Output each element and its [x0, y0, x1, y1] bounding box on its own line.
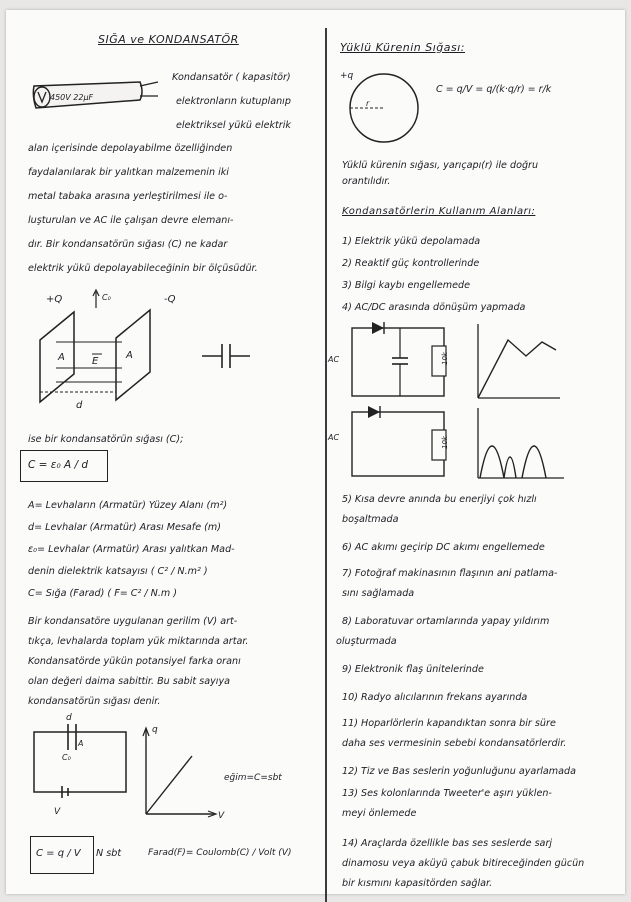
circuit1-r: 10k — [441, 352, 449, 365]
use-4: 4) AC/DC arasında dönüşüm yapmada — [342, 302, 526, 313]
intro-line-8: dır. Bir kondansatörün sığası (C) ne kadar — [28, 239, 228, 250]
use-9: 9) Elektronik flaş ünitelerinde — [342, 664, 484, 675]
charged-sphere-figure — [332, 66, 631, 146]
intro-line-1: Kondansatör ( kapasitör) — [172, 72, 291, 83]
right-title: Yüklü Kürenin Sığası: — [340, 41, 466, 54]
fig1-plate-a1: A — [58, 352, 65, 363]
sphere-r: r — [366, 99, 370, 108]
circuit1-ac: AC — [328, 355, 340, 364]
paragraph2-line-3: Kondansatörde yükün potansiyel farka oranı — [28, 656, 241, 667]
column-divider — [325, 28, 327, 902]
use-11-cont: daha ses vermesinin sebebi kondansatörlerdir. — [342, 738, 567, 749]
fig2-v: V — [54, 807, 61, 817]
left-title: SIĞA ve KONDANSATÖR — [98, 33, 239, 46]
fig2-c0: C₀ — [62, 753, 71, 762]
formula-intro: ise bir kondansatörün sığası (C); — [28, 434, 184, 445]
sphere-charge: +q — [340, 71, 354, 81]
use-7-cont: sını sağlamada — [342, 588, 415, 599]
farad-formula: Farad(F)= Coulomb(C) / Volt (V) — [148, 848, 292, 858]
circuit-graph-figure — [26, 710, 306, 820]
use-12: 12) Tiz ve Bas seslerin yoğunluğunu ayarlamada — [342, 766, 576, 777]
intro-line-2: elektronların kutuplanıp — [176, 96, 291, 107]
intro-line-7: luşturulan ve AC ile çalışan devre elemanı- — [28, 215, 234, 226]
use-8: 8) Laboratuvar ortamlarında yapay yıldırım — [342, 616, 550, 627]
fig1-minus-q: -Q — [164, 294, 176, 305]
sphere-text-2: orantılıdır. — [342, 176, 391, 187]
bottom-formula: C = q / V — [36, 848, 81, 859]
use-5-cont: boşaltmada — [342, 514, 399, 525]
definition-2: d= Levhalar (Armatür) Arası Mesafe (m) — [28, 522, 221, 533]
capacitor-label: 450V 22µF — [50, 93, 94, 102]
fig2-d: d — [66, 713, 72, 723]
use-8-cont: oluşturmada — [336, 636, 397, 647]
uses-title: Kondansatörlerin Kullanım Alanları: — [342, 206, 536, 217]
use-2: 2) Reaktif güç kontrollerinde — [342, 258, 480, 269]
intro-line-3: elektriksel yükü elektrik — [176, 120, 291, 131]
fig1-plate-a2: A — [126, 350, 133, 361]
definition-5: C= Sığa (Farad) ( F= C² / N.m ) — [28, 588, 178, 599]
intro-line-6: metal tabaka arasına yerleştirilmesi ile o- — [28, 191, 228, 202]
fig1-plus-q: +Q — [46, 294, 63, 305]
use-6: 6) AC akımı geçirip DC akımı engellemede — [342, 542, 545, 553]
use-13: 13) Ses kolonlarında Tweeter'e aşırı yüklen- — [342, 788, 552, 799]
rectifier-circuit-1 — [328, 316, 628, 406]
use-13-cont: meyi önlemede — [342, 808, 417, 819]
parallel-plate-figure — [26, 290, 306, 415]
use-5: 5) Kısa devre anında bu enerjiyi çok hızlı — [342, 494, 537, 505]
fig2-a: A — [78, 739, 84, 748]
circuit2-ac: AC — [328, 433, 340, 442]
use-3: 3) Bilgi kaybı engellemede — [342, 280, 470, 291]
paragraph2-line-5: kondansatörün sığası denir. — [28, 696, 161, 707]
use-14-cont: dinamosu veya aküyü çabuk bitireceğinden gücün — [342, 858, 585, 869]
fig1-c0: C₀ — [102, 293, 111, 302]
fig2-q-axis: q — [152, 725, 158, 735]
definition-3: ε₀= Levhalar (Armatür) Arası yalıtkan Mad- — [28, 544, 235, 555]
formula-main: C = ε₀ A / d — [28, 459, 89, 471]
intro-line-9: elektrik yükü depolayabileceğinin bir ölçüsüdür. — [28, 263, 258, 274]
rectifier-circuit-2 — [328, 406, 628, 486]
circuit2-r: 10k — [441, 436, 449, 449]
intro-line-4: alan içerisinde depolayabilme özelliğinden — [28, 143, 233, 154]
sphere-text-1: Yüklü kürenin sığası, yarıçapı(r) ile doğru — [342, 160, 539, 171]
notebook-page — [6, 10, 625, 894]
use-11: 11) Hoparlörlerin kapandıktan sonra bir süre — [342, 718, 556, 729]
use-1: 1) Elektrik yükü depolamada — [342, 236, 481, 247]
use-7: 7) Fotoğraf makinasının flaşının ani patlama- — [342, 568, 558, 579]
paragraph2-line-2: tıkça, levhalarda toplam yük miktarında artar. — [28, 636, 249, 647]
bottom-sbt: N sbt — [96, 848, 122, 859]
intro-line-5: faydalanılarak bir yalıtkan malzemenin iki — [28, 167, 229, 178]
paragraph2-line-1: Bir kondansatöre uygulanan gerilim (V) art- — [28, 616, 238, 627]
fig1-dist: d — [76, 400, 83, 411]
sphere-formula: C = q/V = q/(k·q/r) = r/k — [436, 84, 552, 95]
fig2-slope: eğim=C=sbt — [224, 773, 282, 783]
use-10: 10) Radyo alıcılarının frekans ayarında — [342, 692, 528, 703]
paragraph2-line-4: olan değeri daima sabittir. Bu sabit sayıya — [28, 676, 231, 687]
fig1-field: E — [92, 356, 99, 367]
use-14: 14) Araçlarda özellikle bas ses seslerde sarj — [342, 838, 553, 849]
fig2-v-axis: V — [218, 811, 225, 821]
definition-4: denin dielektrik katsayısı ( C² / N.m² ) — [28, 566, 208, 577]
use-14-cont-2: bir kısmını kapasitörden sağlar. — [342, 878, 493, 889]
definition-1: A= Levhaların (Armatür) Yüzey Alanı (m²) — [28, 500, 228, 511]
